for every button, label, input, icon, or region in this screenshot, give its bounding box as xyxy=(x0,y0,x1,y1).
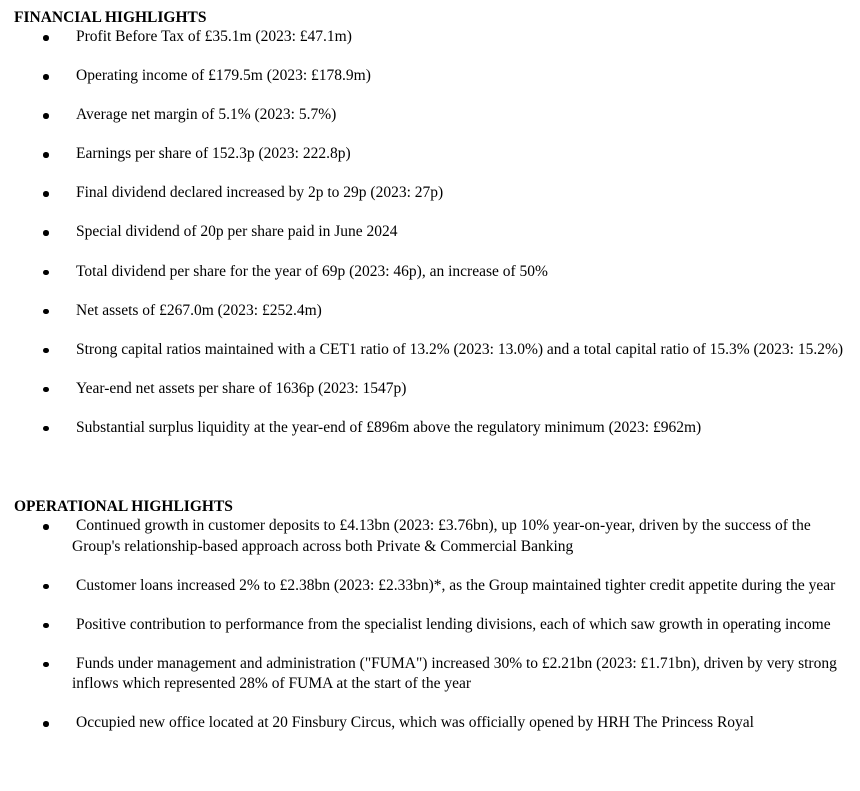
list-item-text: Continued growth in customer deposits to £4.13bn (2023: £3.76bn), up 10% year-on-year, driven by the success of the Group's relationship-based approach across both Private & Commercial Banking xyxy=(72,517,811,555)
list-item-text: Strong capital ratios maintained with a CET1 ratio of 13.2% (2023: 13.0%) and a total capital ratio of 15.3% (2023: 15.2%) xyxy=(76,340,844,358)
bullet-icon xyxy=(43,584,49,590)
bullet-icon xyxy=(43,74,49,80)
list-item xyxy=(14,262,852,283)
financial-highlights-list xyxy=(14,27,852,438)
list-item-text: Operating income of £179.5m (2023: £178.9m) xyxy=(76,67,371,85)
bullet-icon xyxy=(43,191,49,197)
list-item xyxy=(14,183,852,204)
list-item xyxy=(14,418,852,439)
bullet-icon xyxy=(43,721,49,727)
bullet-icon xyxy=(43,230,49,236)
bullet-icon xyxy=(43,426,49,432)
list-item-text: Profit Before Tax of £35.1m (2023: £47.1m) xyxy=(76,28,352,45)
list-item-text: Funds under management and administration ("FUMA") increased 30% to £2.21bn (2023: £1.71bn), driven by very strong inflows which represented 28% of FUMA at the start of the year xyxy=(72,654,837,692)
list-item xyxy=(14,144,852,165)
bullet-icon xyxy=(43,113,49,119)
operational-highlights-list xyxy=(14,516,852,734)
bullet-icon xyxy=(43,387,49,393)
list-item xyxy=(14,27,852,48)
list-item xyxy=(14,340,852,361)
bullet-icon xyxy=(43,270,49,276)
list-item xyxy=(14,516,852,557)
list-item-text: Total dividend per share for the year of 69p (2023: 46p), an increase of 50% xyxy=(76,262,548,280)
list-item-text: Occupied new office located at 20 Finsbury Circus, which was officially opened by HRH The Princess Royal xyxy=(76,714,754,731)
bullet-icon xyxy=(43,524,49,530)
list-item-text: Substantial surplus liquidity at the year-end of £896m above the regulatory minimum (2023: £962m) xyxy=(76,418,702,436)
financial-highlights-heading: FINANCIAL HIGHLIGHTS xyxy=(14,9,207,26)
list-item xyxy=(14,576,852,597)
list-item xyxy=(14,66,852,87)
list-item xyxy=(14,713,852,734)
list-item-text: Year-end net assets per share of 1636p (2023: 1547p) xyxy=(76,379,407,397)
operational-highlights-section xyxy=(14,497,852,752)
list-item xyxy=(14,222,852,243)
list-item-text: Earnings per share of 152.3p (2023: 222.8p) xyxy=(76,145,351,163)
bullet-icon xyxy=(43,152,49,158)
list-item xyxy=(14,379,852,400)
list-item xyxy=(14,615,852,636)
bullet-icon xyxy=(43,623,49,629)
bullet-icon xyxy=(43,35,49,41)
list-item-text: Positive contribution to performance from the specialist lending divisions, each of which saw growth in operating income xyxy=(76,615,831,633)
bullet-icon xyxy=(43,662,49,668)
operational-highlights-heading: OPERATIONAL HIGHLIGHTS xyxy=(14,498,233,515)
list-item-text: Net assets of £267.0m (2023: £252.4m) xyxy=(76,301,322,319)
list-item-text: Final dividend declared increased by 2p to 29p (2023: 27p) xyxy=(76,184,444,202)
financial-highlights-section xyxy=(14,8,852,457)
list-item-text: Average net margin of 5.1% (2023: 5.7%) xyxy=(76,106,337,124)
list-item-text: Special dividend of 20p per share paid in June 2024 xyxy=(76,223,398,241)
list-item xyxy=(14,301,852,322)
list-item xyxy=(14,654,852,695)
bullet-icon xyxy=(43,348,49,354)
bullet-icon xyxy=(43,309,49,315)
list-item-text: Customer loans increased 2% to £2.38bn (2023: £2.33bn)*, as the Group maintained tighter credit appetite during the year xyxy=(76,576,836,594)
list-item xyxy=(14,105,852,126)
